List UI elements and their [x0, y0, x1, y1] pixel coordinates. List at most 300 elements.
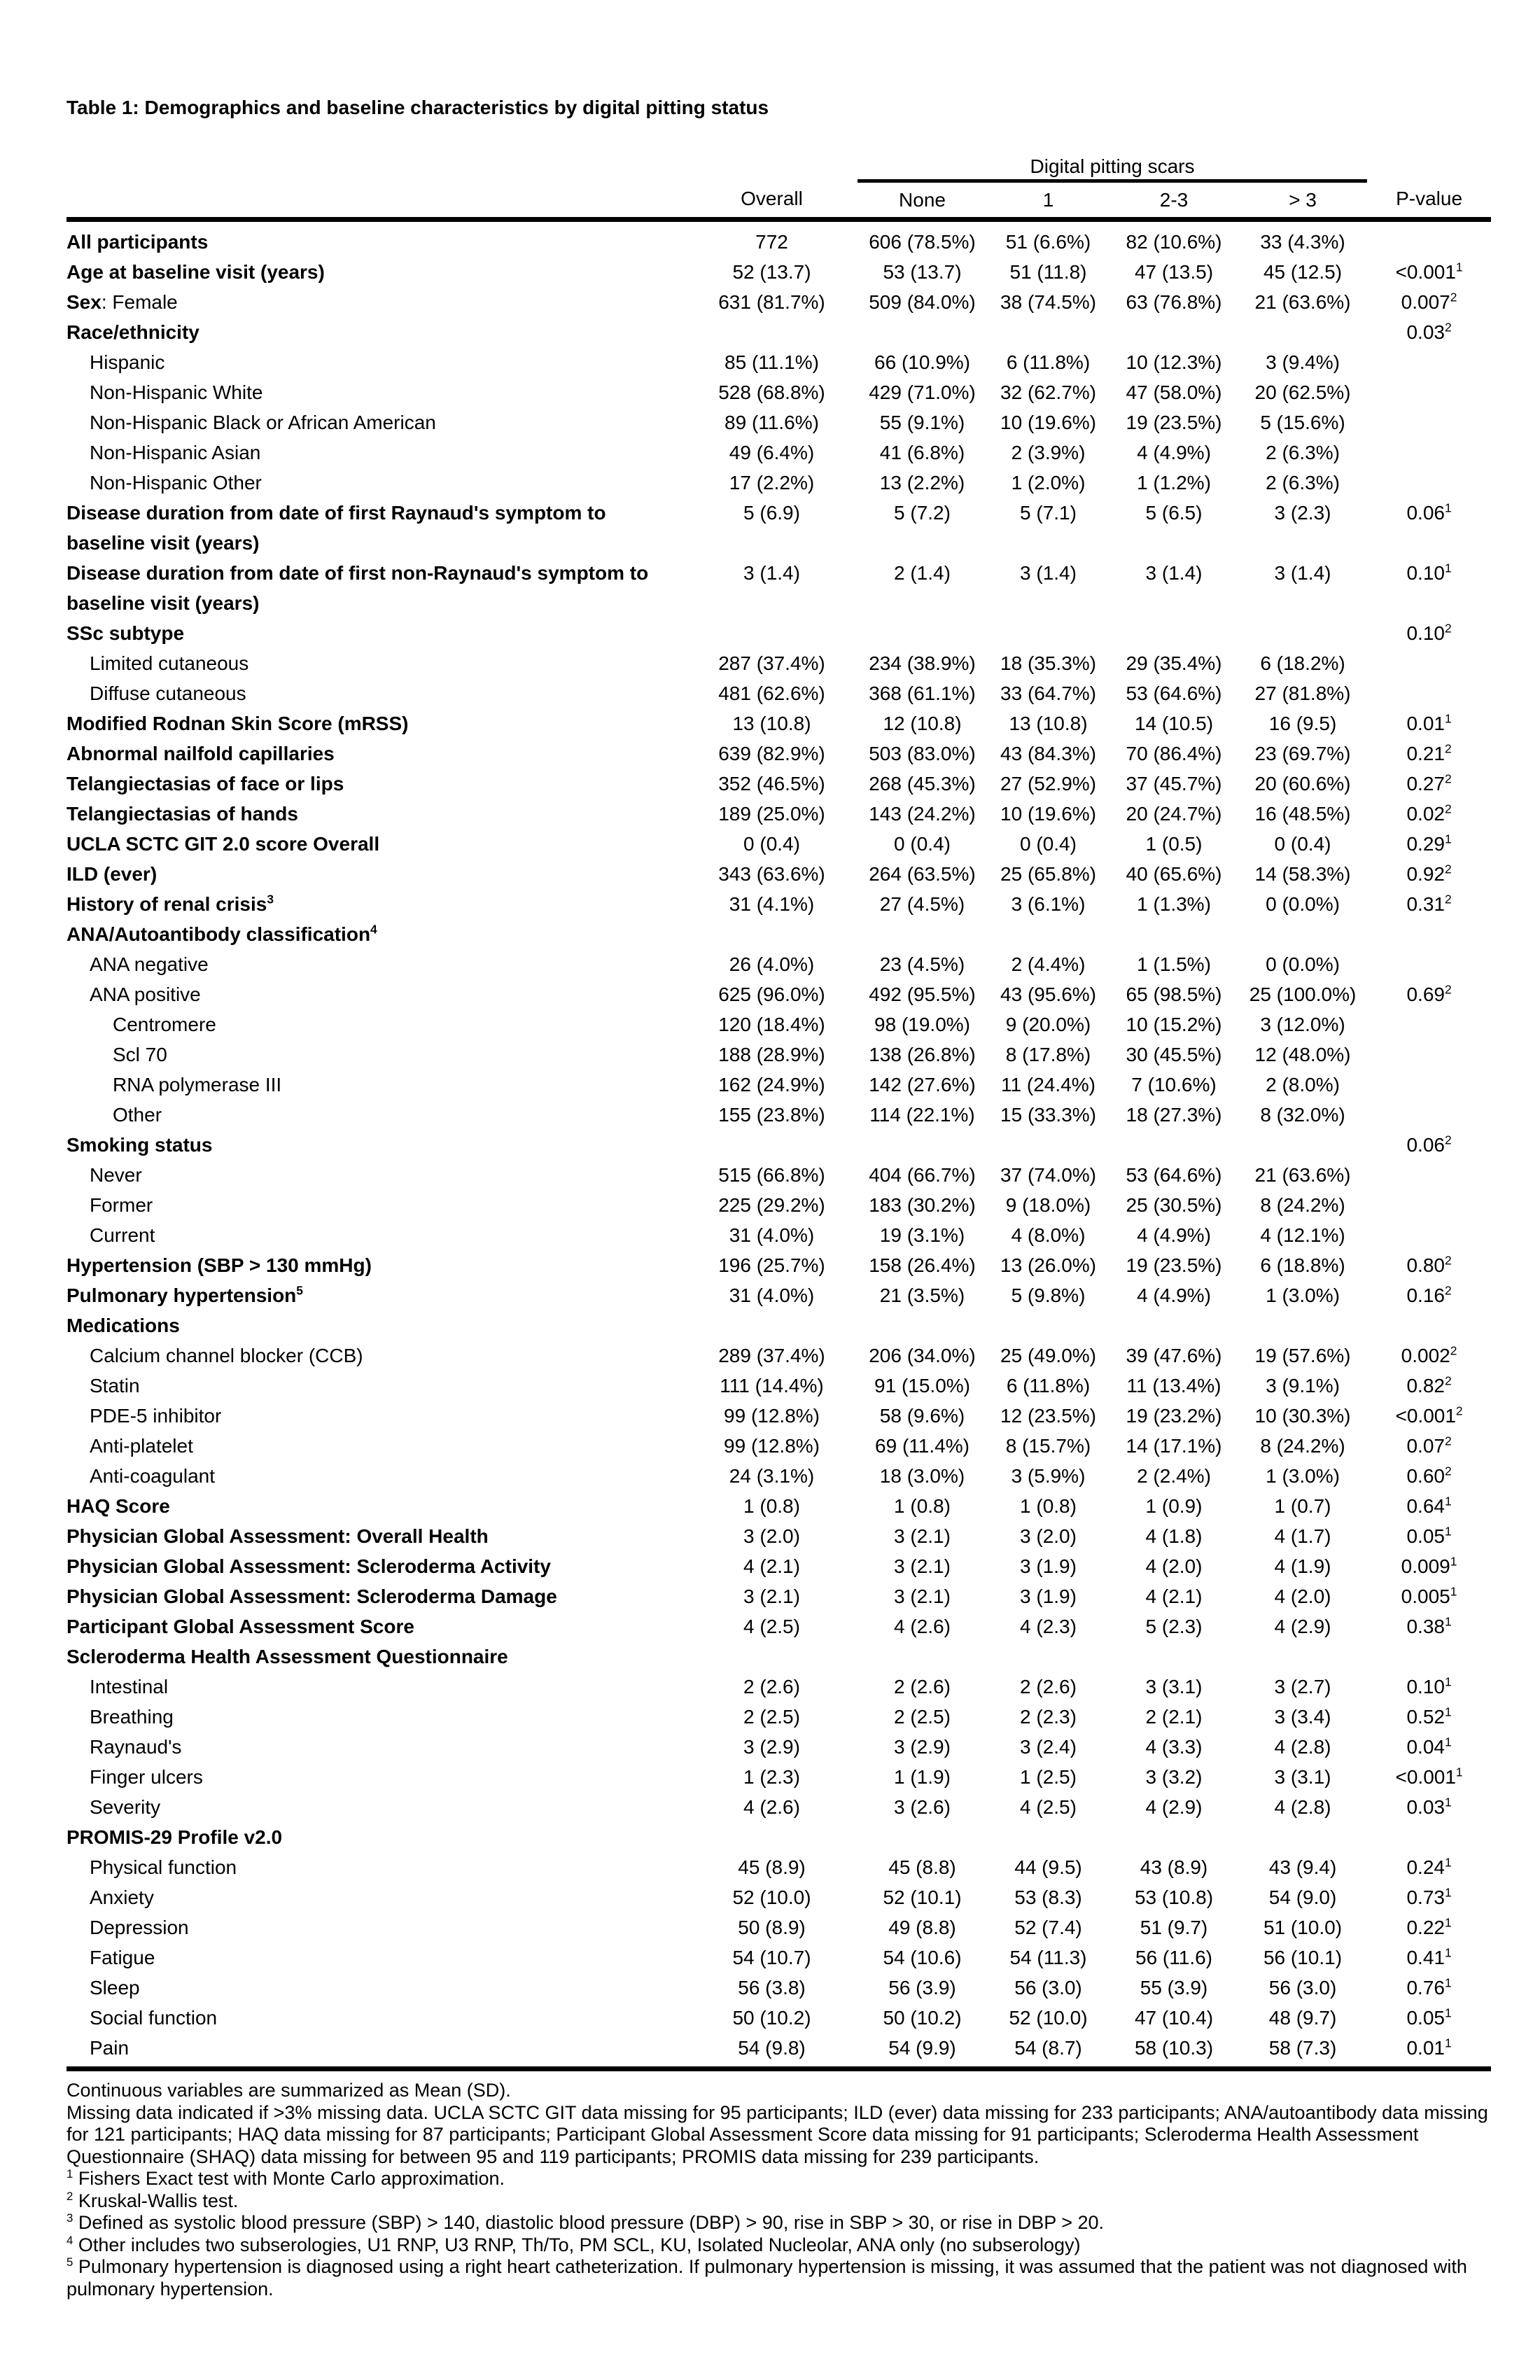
- cell-value: 14 (17.1%): [1126, 1435, 1222, 1457]
- cell-value: [858, 919, 987, 949]
- cell-value: 3 (2.0): [1020, 1525, 1077, 1547]
- cell-value: 10 (15.2%): [1126, 1014, 1222, 1035]
- row-label: Telangiectasias of hands: [66, 803, 298, 825]
- table-row: [66, 1882, 1491, 1912]
- cell-value: 492 (95.5%): [869, 983, 976, 1005]
- cell-value: 58 (7.3): [1238, 2033, 1367, 2069]
- row-label: Non-Hispanic Black or African American: [90, 412, 436, 433]
- p-value: [1367, 377, 1491, 407]
- cell-value: 4 (2.5): [1020, 1796, 1077, 1818]
- p-value: [1367, 1100, 1491, 1130]
- cell-value: 352 (46.5%): [718, 773, 825, 794]
- row-label: Physician Global Assessment: Overall Health: [66, 1525, 489, 1547]
- p-value: 0.06$^2$: [1406, 1133, 1452, 1156]
- row-label: ANA positive: [90, 983, 201, 1005]
- cell-value: 2 (6.3%): [1266, 442, 1340, 463]
- p-value: 0.80$^2$: [1406, 1253, 1452, 1276]
- row-label: HAQ Score: [66, 1495, 170, 1517]
- cell-value: 1 (0.8): [1020, 1495, 1077, 1517]
- cell-value: 4 (1.9): [1274, 1555, 1331, 1577]
- cell-value: 47 (10.4): [1134, 2007, 1214, 2029]
- row-label: Race/ethnicity: [66, 321, 200, 343]
- cell-value: 4 (8.0%): [1011, 1224, 1086, 1246]
- row-label: Depression: [90, 1917, 189, 1938]
- cell-value: 503 (83.0%): [869, 743, 976, 764]
- p-value: 0.27$^2$: [1406, 771, 1452, 794]
- cell-value: 5 (2.3): [1145, 1616, 1203, 1637]
- cell-value: 47 (58.0%): [1126, 382, 1222, 403]
- p-value: 0.24$^1$: [1406, 1855, 1452, 1878]
- cell-value: 13 (10.8): [1009, 713, 1088, 734]
- cell-value: 4 (2.5): [743, 1616, 800, 1637]
- cell-value: [1238, 618, 1367, 648]
- cell-value: [858, 1130, 987, 1160]
- cell-value: 3 (9.4%): [1266, 351, 1340, 373]
- table-row: [66, 1581, 1491, 1611]
- p-value: 0.60$^2$: [1406, 1464, 1452, 1487]
- row-label: Medications: [66, 1315, 180, 1336]
- table-row: [66, 1611, 1491, 1642]
- cell-value: 54 (9.9): [858, 2033, 987, 2069]
- table-row: [66, 949, 1491, 979]
- cell-value: 114 (22.1%): [869, 1104, 975, 1126]
- cell-value: 5 (6.5): [1145, 502, 1203, 524]
- cell-value: 53 (10.8): [1134, 1886, 1214, 1908]
- row-label: Anxiety: [90, 1886, 154, 1908]
- row-label: ANA/Autoantibody classification$^4$: [66, 922, 377, 945]
- cell-value: 10 (19.6%): [1000, 412, 1096, 433]
- cell-value: 3 (1.4): [1145, 562, 1203, 584]
- row-label: History of renal crisis$^3$: [66, 892, 274, 915]
- cell-value: 58 (10.3): [1110, 2033, 1238, 2069]
- cell-value: 56 (3.0): [1014, 1977, 1082, 1998]
- cell-value: 55 (9.1%): [879, 412, 965, 433]
- cell-value: 3 (12.0%): [1260, 1014, 1345, 1035]
- cell-value: 12 (23.5%): [1000, 1405, 1096, 1427]
- cell-value: 3 (1.4): [1020, 562, 1077, 584]
- cell-value: 4 (2.6): [743, 1796, 800, 1818]
- table-row: [66, 738, 1491, 769]
- cell-value: 0 (0.0%): [1266, 893, 1340, 915]
- cell-value: 56 (3.8): [738, 1977, 806, 1998]
- p-value: $<0.001^1$: [1395, 1765, 1463, 1788]
- table-row: [66, 377, 1491, 407]
- cell-value: 1 (2.3): [743, 1766, 800, 1788]
- table-row: [66, 979, 1491, 1009]
- cell-value: 4 (2.1): [743, 1555, 800, 1577]
- footnote-item: $^2$ Kruskal-Wallis test.: [66, 2189, 239, 2211]
- cell-value: 40 (65.6%): [1126, 863, 1222, 885]
- cell-value: 6 (18.8%): [1260, 1254, 1345, 1276]
- footnote-line: Continuous variables are summarized as Mean (SD).: [66, 2080, 511, 2101]
- cell-value: 25 (30.5%): [1126, 1194, 1222, 1216]
- cell-value: [1110, 919, 1238, 949]
- cell-value: 33 (64.7%): [1000, 682, 1096, 704]
- cell-value: 52 (10.0): [732, 1886, 811, 1908]
- footnote-marker: 4: [66, 2233, 74, 2247]
- row-label: Physician Global Assessment: Scleroderma Activity: [66, 1555, 551, 1577]
- cell-value: 7 (10.6%): [1131, 1074, 1217, 1096]
- p-value: 0.92$^2$: [1406, 862, 1452, 885]
- cell-value: 2 (6.3%): [1266, 472, 1340, 493]
- cell-value: 5 (7.2): [894, 502, 951, 524]
- p-value: [1367, 468, 1491, 498]
- cell-value: 14 (58.3%): [1254, 863, 1351, 885]
- p-value: 0.03$^2$: [1406, 320, 1452, 343]
- cell-value: 56 (10.1): [1263, 1947, 1343, 1968]
- cell-value: 31 (4.0%): [729, 1224, 815, 1246]
- p-value: 0.10$^1$: [1406, 1674, 1452, 1698]
- table-row: [66, 1130, 1491, 1160]
- p-value: [1367, 648, 1491, 678]
- cell-value: 52 (10.0): [1009, 2007, 1088, 2029]
- cell-value: 38 (74.5%): [1000, 291, 1096, 313]
- cell-value: 65 (98.5%): [1126, 983, 1222, 1005]
- cell-value: 158 (26.4%): [869, 1254, 976, 1276]
- cell-value: 639 (82.9%): [718, 743, 825, 764]
- cell-value: 2 (4.4%): [1011, 953, 1086, 975]
- cell-value: 31 (4.1%): [729, 893, 815, 915]
- p-value: 0.22$^1$: [1406, 1915, 1452, 1938]
- cell-value: 37 (74.0%): [1000, 1164, 1096, 1186]
- table-row: [66, 1280, 1491, 1310]
- cell-value: [1238, 919, 1367, 949]
- cell-value: 625 (96.0%): [718, 983, 825, 1005]
- row-label: Non-Hispanic Asian: [90, 442, 261, 463]
- cell-value: [686, 618, 858, 648]
- cell-value: 26 (4.0%): [729, 953, 815, 975]
- table-row: [66, 1852, 1491, 1882]
- column-header: None: [858, 181, 987, 220]
- cell-value: 4 (2.8): [1274, 1796, 1331, 1818]
- cell-value: 19 (23.5%): [1126, 412, 1222, 433]
- cell-value: 54 (11.3): [1009, 1947, 1087, 1968]
- row-label: Smoking status: [66, 1134, 213, 1156]
- cell-value: 4 (2.1): [1145, 1586, 1203, 1607]
- p-value: 0.16$^2$: [1406, 1283, 1452, 1306]
- cell-value: 3 (2.1): [894, 1586, 951, 1607]
- table-body: [66, 220, 1491, 2069]
- p-value: 0.52$^1$: [1406, 1704, 1452, 1728]
- table-row: [66, 859, 1491, 889]
- cell-value: [686, 1310, 858, 1340]
- cell-value: 51 (9.7): [1140, 1917, 1208, 1938]
- table-title: Table 1: Demographics and baseline characteristics by digital pitting status: [66, 97, 769, 118]
- cell-value: [987, 317, 1110, 347]
- cell-value: 4 (2.0): [1145, 1555, 1203, 1577]
- cell-value: 1 (0.8): [894, 1495, 951, 1517]
- table-row: [66, 1461, 1491, 1491]
- table-row: [66, 1310, 1491, 1340]
- row-label: Finger ulcers: [90, 1766, 203, 1788]
- cell-value: 528 (68.8%): [718, 382, 825, 403]
- cell-value: 66 (10.9%): [874, 351, 970, 373]
- cell-value: [1110, 1310, 1238, 1340]
- cell-value: [987, 1642, 1110, 1672]
- cell-value: 4 (1.7): [1274, 1525, 1331, 1547]
- cell-value: 3 (1.4): [1274, 562, 1331, 584]
- cell-value: 21 (63.6%): [1254, 291, 1351, 313]
- table-row: [66, 468, 1491, 498]
- cell-value: 772: [755, 231, 788, 253]
- cell-value: 49 (6.4%): [729, 442, 815, 463]
- cell-value: [1110, 1130, 1238, 1160]
- row-label: Pulmonary hypertension$^5$: [66, 1283, 303, 1306]
- cell-value: 13 (2.2%): [879, 472, 965, 493]
- p-value: [1367, 1822, 1491, 1852]
- row-label: SSc subtype: [66, 622, 185, 644]
- row-label: All participants: [66, 231, 209, 253]
- table-row: [66, 287, 1491, 317]
- cell-value: 44 (9.5): [1014, 1856, 1082, 1878]
- cell-value: 27 (81.8%): [1254, 682, 1351, 704]
- numbered-footnotes: [66, 2168, 1494, 2300]
- cell-value: 509 (84.0%): [869, 291, 976, 313]
- cell-value: 54 (10.7): [732, 1947, 811, 1968]
- cell-value: 54 (10.6): [883, 1947, 962, 1968]
- p-value: [1367, 438, 1491, 468]
- cell-value: 39 (47.6%): [1126, 1345, 1222, 1366]
- cell-value: 289 (37.4%): [718, 1345, 825, 1366]
- cell-value: [858, 1310, 987, 1340]
- cell-value: 4 (4.9%): [1137, 1224, 1211, 1246]
- row-label: Diffuse cutaneous: [90, 682, 246, 704]
- cell-value: [686, 317, 858, 347]
- cell-value: 18 (35.3%): [1000, 652, 1096, 674]
- cell-value: 2 (2.6): [894, 1676, 951, 1698]
- row-label: Centromere: [113, 1014, 216, 1035]
- cell-value: 53 (13.7): [883, 261, 962, 283]
- cell-value: 368 (61.1%): [869, 682, 976, 704]
- table-row: [66, 1100, 1491, 1130]
- row-label: Modified Rodnan Skin Score (mRSS): [66, 713, 409, 734]
- cell-value: 54 (9.8): [686, 2033, 858, 2069]
- table-row: [66, 889, 1491, 919]
- row-label: Disease duration from date of first Raynaud's symptom to baseline visit (years): [66, 502, 606, 554]
- row-label: Disease duration from date of first non-Raynaud's symptom to baseline visit (years): [66, 562, 649, 614]
- cell-value: 37 (45.7%): [1126, 773, 1222, 794]
- p-value: 0.03$^1$: [1406, 1795, 1452, 1818]
- cell-value: 3 (2.7): [1274, 1676, 1331, 1698]
- row-label: Participant Global Assessment Score: [66, 1616, 414, 1637]
- cell-value: 10 (12.3%): [1126, 351, 1222, 373]
- cell-value: 3 (2.0): [743, 1525, 800, 1547]
- cell-value: 4 (4.9%): [1137, 1284, 1211, 1306]
- p-value: 0.005$^1$: [1401, 1584, 1457, 1607]
- table-row: [66, 407, 1491, 438]
- p-value: 0.01$^1$: [1406, 711, 1452, 734]
- cell-value: [686, 1642, 858, 1672]
- cell-value: 142 (27.6%): [869, 1074, 976, 1096]
- cell-value: 63 (76.8%): [1126, 291, 1222, 313]
- row-label: Abnormal nailfold capillaries: [66, 743, 335, 764]
- cell-value: 43 (84.3%): [1000, 743, 1096, 764]
- cell-value: 0 (0.4): [1020, 833, 1077, 855]
- row-label: Breathing: [90, 1706, 174, 1728]
- row-label: UCLA SCTC GIT 2.0 score Overall: [66, 833, 380, 855]
- cell-value: 20 (24.7%): [1126, 803, 1222, 825]
- cell-value: [1238, 1642, 1367, 1672]
- cell-value: 9 (20.0%): [1005, 1014, 1091, 1035]
- cell-value: 3 (2.3): [1274, 502, 1331, 524]
- table-row: [66, 1942, 1491, 1973]
- p-value: 0.29$^1$: [1406, 832, 1452, 855]
- cell-value: 4 (4.9%): [1137, 442, 1211, 463]
- cell-value: 91 (15.0%): [874, 1375, 970, 1396]
- cell-value: 606 (78.5%): [869, 231, 976, 253]
- cell-value: 99 (12.8%): [724, 1435, 820, 1457]
- cell-value: 8 (24.2%): [1260, 1194, 1345, 1216]
- row-label: Other: [113, 1104, 162, 1126]
- cell-value: 6 (18.2%): [1260, 652, 1345, 674]
- table-row: [66, 1642, 1491, 1672]
- row-label: PDE-5 inhibitor: [90, 1405, 222, 1427]
- column-header: > 3: [1238, 181, 1367, 220]
- row-label: Anti-coagulant: [90, 1465, 216, 1487]
- row-label: Raynaud's: [90, 1736, 182, 1758]
- cell-value: [858, 1642, 987, 1672]
- cell-value: 19 (57.6%): [1254, 1345, 1351, 1366]
- cell-value: 56 (3.9): [888, 1977, 956, 1998]
- cell-value: 49 (8.8): [888, 1917, 956, 1938]
- p-value: [1367, 407, 1491, 438]
- cell-value: 3 (3.4): [1274, 1706, 1331, 1728]
- p-value: 0.10$^2$: [1406, 621, 1452, 644]
- table-head: [66, 150, 1491, 220]
- row-label: Intestinal: [90, 1676, 169, 1698]
- cell-value: 43 (95.6%): [1000, 983, 1096, 1005]
- cell-value: 10 (30.3%): [1254, 1405, 1351, 1427]
- table-row: [66, 1672, 1491, 1702]
- table-row: [66, 347, 1491, 377]
- table-row: [66, 1521, 1491, 1551]
- cell-value: [1110, 1642, 1238, 1672]
- cell-value: 41 (6.8%): [879, 442, 965, 463]
- cell-value: 47 (13.5): [1134, 261, 1214, 283]
- cell-value: 481 (62.6%): [718, 682, 825, 704]
- cell-value: 25 (65.8%): [1000, 863, 1096, 885]
- cell-value: 5 (9.8%): [1011, 1284, 1086, 1306]
- cell-value: 27 (4.5%): [879, 893, 965, 915]
- footnote-item: $^5$ Pulmonary hypertension is diagnosed using a right heart catheterization. If pulmonary hypertension is missing, it was assumed that the patient was not diagnosed with pulmonary hypertension.: [66, 2255, 1467, 2300]
- cell-value: 3 (2.1): [894, 1555, 951, 1577]
- cell-value: 27 (52.9%): [1000, 773, 1096, 794]
- cell-value: 1 (0.8): [743, 1495, 800, 1517]
- cell-value: 2 (2.6): [743, 1676, 800, 1698]
- cell-value: 138 (26.8%): [869, 1044, 976, 1065]
- row-label: Calcium channel blocker (CCB): [90, 1345, 363, 1366]
- cell-value: 1 (1.2%): [1137, 472, 1211, 493]
- cell-value: 1 (2.5): [1020, 1766, 1077, 1788]
- row-label: PROMIS-29 Profile v2.0: [66, 1826, 283, 1848]
- cell-value: 206 (34.0%): [869, 1345, 976, 1366]
- cell-value: 8 (17.8%): [1005, 1044, 1091, 1065]
- cell-value: [987, 618, 1110, 648]
- cell-value: [987, 1822, 1110, 1852]
- cell-value: [858, 618, 987, 648]
- cell-value: 13 (26.0%): [1000, 1254, 1096, 1276]
- cell-value: 3 (1.9): [1020, 1555, 1077, 1577]
- p-value: 0.007$^2$: [1401, 290, 1457, 313]
- cell-value: 343 (63.6%): [718, 863, 825, 885]
- cell-value: 16 (48.5%): [1254, 803, 1351, 825]
- cell-value: 183 (30.2%): [869, 1194, 976, 1216]
- cell-value: 3 (3.2): [1145, 1766, 1203, 1788]
- cell-value: 111 (14.4%): [720, 1375, 824, 1396]
- cell-value: 51 (11.8): [1009, 261, 1087, 283]
- row-label: RNA polymerase III: [113, 1074, 282, 1096]
- cell-value: 55 (3.9): [1140, 1977, 1208, 1998]
- cell-value: 4 (2.9): [1274, 1616, 1331, 1637]
- footnote-item: $^3$ Defined as systolic blood pressure (SBP) > 140, diastolic blood pressure (DBP) > 90, rise in SBP > 30, or rise in DBP > 20.: [66, 2211, 1105, 2233]
- p-value: 0.04$^1$: [1406, 1735, 1452, 1758]
- footnotes: [66, 2080, 1494, 2300]
- cell-value: 31 (4.0%): [729, 1284, 815, 1306]
- cell-value: 85 (11.1%): [724, 351, 819, 373]
- table-row: [66, 1190, 1491, 1220]
- p-value: 0.02$^2$: [1406, 802, 1452, 825]
- column-header-row: [66, 181, 1491, 220]
- cell-value: 2 (2.1): [1145, 1706, 1203, 1728]
- cell-value: 69 (11.4%): [875, 1435, 969, 1457]
- cell-value: 1 (1.9): [894, 1766, 951, 1788]
- cell-value: 225 (29.2%): [718, 1194, 825, 1216]
- p-value: 0.41$^1$: [1406, 1945, 1452, 1968]
- row-label: Age at baseline visit (years): [66, 261, 325, 283]
- cell-value: 53 (64.6%): [1126, 682, 1222, 704]
- p-value: 0.002$^2$: [1401, 1343, 1457, 1366]
- cell-value: 1 (3.0%): [1266, 1465, 1340, 1487]
- table-row: [66, 558, 1491, 618]
- p-value: 0.009$^1$: [1401, 1554, 1457, 1577]
- spanner-spacer: [1367, 150, 1491, 181]
- footnote-marker: 1: [66, 2167, 74, 2180]
- cell-value: 3 (9.1%): [1266, 1375, 1340, 1396]
- cell-value: 2 (2.3): [1020, 1706, 1077, 1728]
- cell-value: 3 (2.9): [894, 1736, 951, 1758]
- cell-value: 404 (66.7%): [869, 1164, 976, 1186]
- p-value: 0.38$^1$: [1406, 1614, 1452, 1637]
- p-value: [1367, 1009, 1491, 1040]
- cell-value: 3 (2.6): [894, 1796, 951, 1818]
- cell-value: 2 (2.4%): [1137, 1465, 1211, 1487]
- cell-value: 2 (2.6): [1020, 1676, 1077, 1698]
- spanner-spacer: [66, 150, 686, 181]
- cell-value: 3 (6.1%): [1011, 893, 1086, 915]
- cell-value: [1110, 618, 1238, 648]
- row-label: Hispanic: [90, 351, 165, 373]
- cell-value: 54 (9.0): [1268, 1886, 1337, 1908]
- footnote-marker: 2: [66, 2189, 74, 2203]
- table-row: [66, 1491, 1491, 1521]
- cell-value: [1238, 317, 1367, 347]
- cell-value: 12 (10.8): [883, 713, 962, 734]
- p-value: 0.69$^2$: [1406, 982, 1452, 1005]
- cell-value: 52 (13.7): [732, 261, 811, 283]
- cell-value: 19 (3.1%): [879, 1224, 965, 1246]
- cell-value: 30 (45.5%): [1126, 1044, 1222, 1065]
- table-row: [66, 1431, 1491, 1461]
- cell-value: 51 (10.0): [1263, 1917, 1343, 1938]
- column-group-header: Digital pitting scars: [858, 150, 1367, 181]
- cell-value: [1238, 1822, 1367, 1852]
- cell-value: 1 (0.5): [1145, 833, 1203, 855]
- cell-value: [1238, 1130, 1367, 1160]
- table-row: [66, 2003, 1491, 2033]
- cell-value: 98 (19.0%): [874, 1014, 970, 1035]
- table-row: [66, 220, 1491, 258]
- p-value: [1367, 1642, 1491, 1672]
